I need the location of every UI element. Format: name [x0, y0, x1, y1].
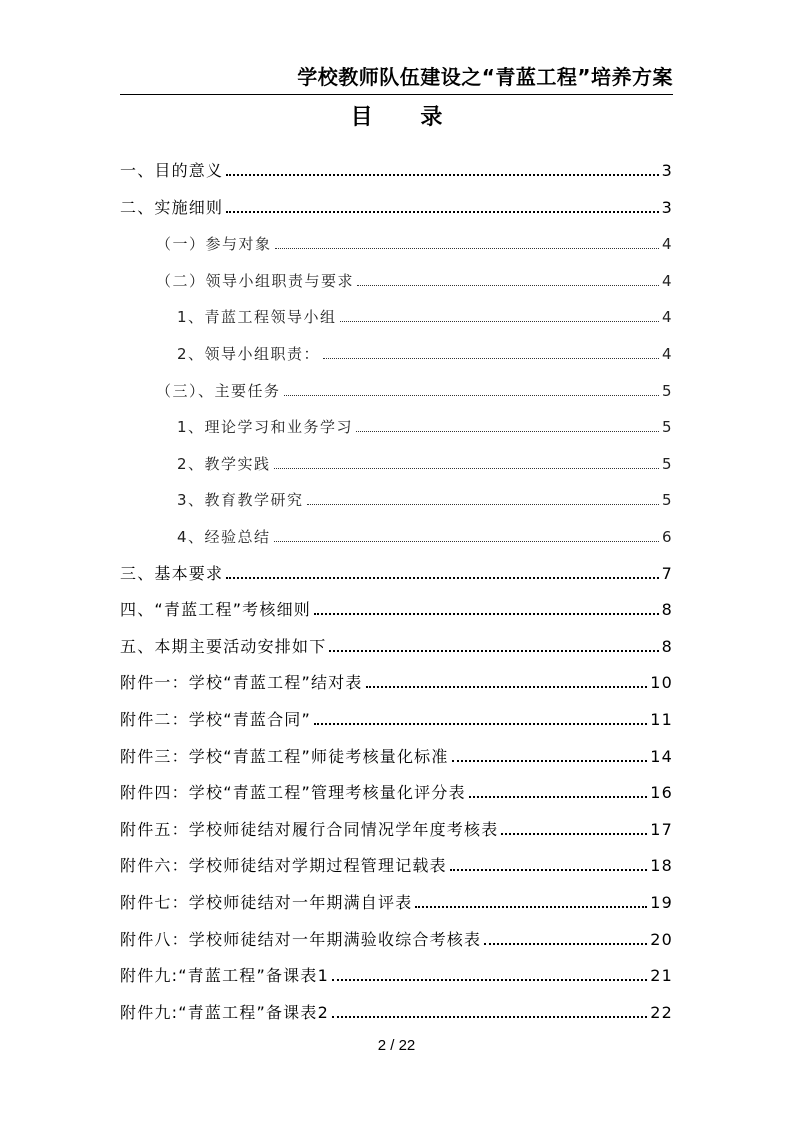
toc-entry-page: 18 [650, 856, 673, 875]
toc-entry[interactable] [120, 519, 673, 547]
toc-entry-label: 三、基本要求 [120, 564, 224, 583]
toc-leader-dots [329, 649, 658, 652]
toc-entry-page: 19 [650, 893, 673, 912]
toc-entry-label: 3、教育教学研究 [177, 491, 304, 509]
toc-entry-label: 附件九:“青蓝工程”备课表1 [120, 966, 329, 985]
toc-entry-label: 附件七：学校师徒结对一年期满自评表 [120, 893, 413, 912]
toc-entry-label: 五、本期主要活动安排如下 [120, 637, 327, 656]
toc-entry-label: 二、实施细则 [120, 198, 224, 217]
toc-entry-label: 附件一：学校“青蓝工程”结对表 [120, 673, 363, 692]
toc-leader-dots [415, 905, 647, 908]
toc-entry[interactable] [120, 336, 673, 364]
toc-entry-label: 2、领导小组职责： [177, 345, 321, 363]
toc-entry-page: 4 [661, 272, 673, 290]
toc-entry-label: （二）领导小组职责与要求 [156, 272, 355, 290]
toc-entry-page: 3 [661, 198, 673, 217]
toc-leader-dots [357, 284, 659, 286]
toc-entry-page: 21 [650, 966, 673, 985]
toc-leader-dots [450, 868, 647, 871]
toc-entry-label: 2、教学实践 [177, 455, 271, 473]
toc-entry-page: 17 [650, 820, 673, 839]
toc-entry-page: 22 [650, 1003, 673, 1022]
toc-leader-dots [226, 210, 658, 213]
toc-leader-dots [274, 467, 659, 469]
toc-entry[interactable] [120, 226, 673, 254]
toc-entry-page: 5 [661, 455, 673, 473]
toc-entry-page: 7 [661, 564, 673, 583]
toc-leader-dots [469, 795, 647, 798]
toc-entry[interactable] [120, 922, 673, 950]
toc-leader-dots [484, 942, 647, 945]
toc-entry-label: 附件四：学校“青蓝工程”管理考核量化评分表 [120, 783, 466, 802]
toc-entry-page: 5 [661, 491, 673, 509]
toc-entry-label: 附件三：学校“青蓝工程”师徒考核量化标准 [120, 747, 449, 766]
toc-entry[interactable] [120, 885, 673, 913]
toc-entry[interactable] [120, 812, 673, 840]
toc-entry[interactable] [120, 665, 673, 693]
toc-entry-label: 附件八：学校师徒结对一年期满验收综合考核表 [120, 930, 482, 949]
toc-entry-page: 8 [661, 600, 673, 619]
toc-entry[interactable] [120, 446, 673, 474]
toc-leader-dots [332, 1015, 647, 1018]
toc-leader-dots [501, 832, 647, 835]
toc-leader-dots [307, 503, 659, 505]
toc-entry-page: 11 [650, 710, 673, 729]
toc-entry-page: 3 [661, 161, 673, 180]
toc-entry[interactable] [120, 995, 673, 1023]
toc-leader-dots [314, 722, 647, 725]
toc-leader-dots [332, 978, 647, 981]
toc-title: 目 录 [350, 105, 463, 130]
toc-entry-label: 附件六：学校师徒结对学期过程管理记载表 [120, 856, 447, 875]
toc-leader-dots [274, 540, 659, 542]
toc-entry[interactable] [120, 409, 673, 437]
document-header [120, 60, 673, 95]
toc-entry-page: 4 [661, 345, 673, 363]
toc-entry[interactable] [120, 482, 673, 510]
toc-entry[interactable] [120, 592, 673, 620]
toc-entry-label: 附件二：学校“青蓝合同” [120, 710, 311, 729]
toc-entry[interactable] [120, 702, 673, 730]
toc-entry-label: 一、目的意义 [120, 161, 224, 180]
toc-leader-dots [340, 320, 659, 322]
toc-leader-dots [226, 576, 658, 579]
toc-entry-page: 10 [650, 673, 673, 692]
toc-entry[interactable] [120, 263, 673, 291]
toc-entry-page: 4 [661, 308, 673, 326]
toc-entry[interactable] [120, 153, 673, 181]
toc-leader-dots [356, 430, 659, 432]
toc-entry[interactable] [120, 373, 673, 401]
page-number: 2 / 22 [377, 1037, 416, 1054]
header-title: 学校教师队伍建设之“青蓝工程”培养方案 [297, 65, 673, 89]
toc-entry-page: 4 [661, 235, 673, 253]
toc-leader-dots [275, 247, 659, 249]
toc-leader-dots [226, 173, 658, 176]
toc-leader-dots [452, 759, 648, 762]
toc-leader-dots [284, 394, 659, 396]
toc-entry-label: 四、“青蓝工程”考核细则 [120, 600, 311, 619]
toc-entry[interactable] [120, 556, 673, 584]
toc-entry-label: 附件五：学校师徒结对履行合同情况学年度考核表 [120, 820, 499, 839]
toc-entry[interactable] [120, 190, 673, 218]
toc-entry[interactable] [120, 958, 673, 986]
toc-entry[interactable] [120, 739, 673, 767]
toc-entry-label: 附件九:“青蓝工程”备课表2 [120, 1003, 329, 1022]
toc-leader-dots [314, 612, 659, 615]
toc-entry[interactable] [120, 629, 673, 657]
toc-entry-label: 1、理论学习和业务学习 [177, 418, 354, 436]
toc-entry[interactable] [120, 848, 673, 876]
toc-entry[interactable] [120, 299, 673, 327]
toc-entry-page: 8 [661, 637, 673, 656]
toc-entry-page: 6 [661, 528, 673, 546]
toc-entry-label: 4、经验总结 [177, 528, 271, 546]
toc-entry-page: 5 [661, 382, 673, 400]
toc-entry-label: （一）参与对象 [156, 235, 272, 253]
toc-leader-dots [323, 357, 659, 359]
toc-entry-page: 20 [650, 930, 673, 949]
toc-entry[interactable] [120, 775, 673, 803]
toc-entry-label: 1、青蓝工程领导小组 [177, 308, 337, 326]
toc-leader-dots [366, 685, 648, 688]
toc-entry-page: 5 [661, 418, 673, 436]
toc-entry-page: 14 [650, 747, 673, 766]
toc-entry-label: （三）、主要任务 [156, 382, 281, 400]
toc-entry-page: 16 [650, 783, 673, 802]
